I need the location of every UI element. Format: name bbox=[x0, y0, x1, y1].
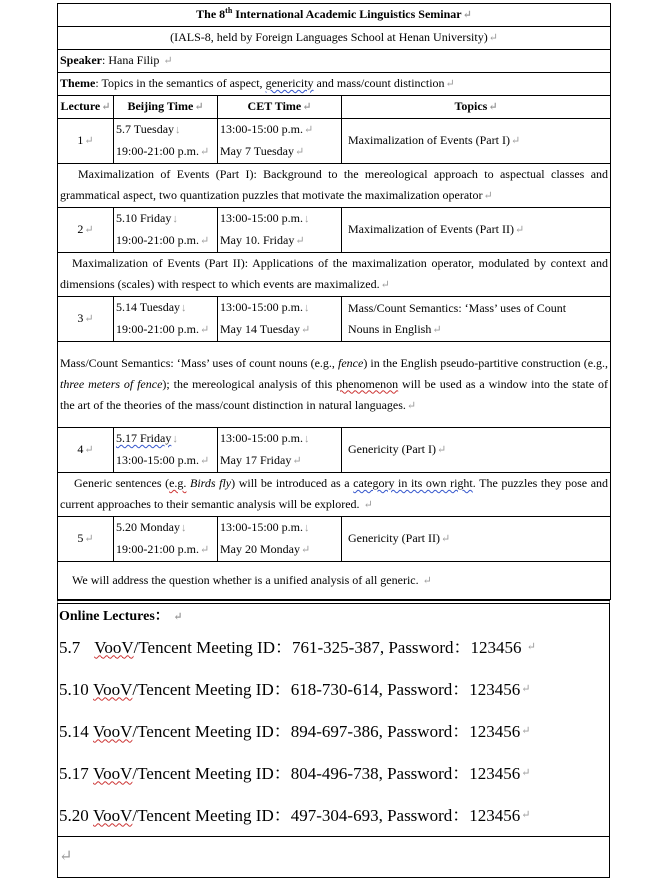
cet-time: 13:00-15:00 p.m.↵ May 7 Tuesday↵ bbox=[218, 119, 342, 164]
lecture-description-row bbox=[58, 342, 611, 428]
meeting-details: /Tencent Meeting ID：804-496-738, Password：123456 bbox=[132, 763, 521, 783]
lecture-description-row bbox=[58, 473, 611, 517]
lecture-number: 3↵ bbox=[58, 297, 114, 342]
seminar-subtitle: (IALS-8, held by Foreign Languages School at Henan University)↵ bbox=[58, 27, 611, 50]
seminar-title: The 8th International Academic Linguistics Seminar↵ bbox=[58, 4, 611, 27]
meeting-platform: VooV bbox=[93, 721, 133, 741]
cet-time: 13:00-15:00 p.m.↓ May 10. Friday↵ bbox=[218, 208, 342, 253]
col-header-topics: Topics↵ bbox=[342, 96, 611, 119]
col-header-beijing-time: Beijing Time↵ bbox=[114, 96, 218, 119]
lecture-row bbox=[58, 517, 611, 562]
theme-info: Theme: Topics in the semantics of aspect, genericity and mass/count distinction↵ bbox=[58, 73, 611, 96]
meeting-date: 5.20 bbox=[59, 805, 89, 825]
lecture-description: Generic sentences (e.g. Birds fly) will be introduced as a category in its own right. The puzzles they pose and current approaches to their semantic analysis will be explored. ↵ bbox=[58, 473, 611, 517]
cet-time: 13:00-15:00 p.m.↓ May 14 Tuesday↵ bbox=[218, 297, 342, 342]
lecture-topic: Mass/Count Semantics: ‘Mass’ uses of Count Nouns in English↵ bbox=[342, 297, 611, 342]
lecture-description-row bbox=[58, 253, 611, 297]
lecture-description: We will address the question whether is a unified analysis of all generic. ↵ bbox=[58, 562, 611, 600]
subtitle-row bbox=[58, 27, 611, 50]
meeting-date: 5.14 bbox=[59, 721, 89, 741]
online-lectures-section bbox=[57, 600, 610, 878]
lecture-row bbox=[58, 297, 611, 342]
speaker-row bbox=[58, 50, 611, 73]
lecture-row bbox=[58, 208, 611, 253]
meeting-date: 5.10 bbox=[59, 679, 89, 699]
meeting-date: 5.17 bbox=[59, 763, 89, 783]
beijing-time: 5.7 Tuesday↓ 19:00-21:00 p.m.↵ bbox=[114, 119, 218, 164]
meeting-platform: VooV bbox=[93, 805, 133, 825]
lecture-topic: Maximalization of Events (Part II)↵ bbox=[342, 208, 611, 253]
col-header-cet-time: CET Time↵ bbox=[218, 96, 342, 119]
meeting-line: 5.17 VooV /Tencent Meeting ID：804-496-738, Password：123456 ↵ bbox=[59, 763, 531, 783]
lecture-description: Maximalization of Events (Part II): Applications of the maximalization operator, modulated by context and dimensions (scales) with respect to which events are maximalized.↵ bbox=[58, 253, 611, 297]
meeting-platform: VooV bbox=[94, 637, 134, 657]
online-lectures-title: Online Lectures： ↵ bbox=[59, 609, 183, 624]
meeting-details: /Tencent Meeting ID：497-304-693, Password：123456 bbox=[132, 805, 521, 825]
meeting-line: 5.7 VooV /Tencent Meeting ID：761-325-387, Password：123456 ↵ bbox=[59, 637, 536, 657]
speaker-info: Speaker: Hana Filip ↵ bbox=[58, 50, 611, 73]
lecture-topic: Genericity (Part I)↵ bbox=[342, 428, 611, 473]
seminar-document bbox=[57, 3, 610, 878]
lecture-number: 5↵ bbox=[58, 517, 114, 562]
meeting-details: /Tencent Meeting ID：761-325-387, Password：123456 bbox=[133, 637, 522, 657]
meeting-date: 5.7 bbox=[59, 637, 81, 657]
title-row bbox=[58, 4, 611, 27]
lecture-number: 2↵ bbox=[58, 208, 114, 253]
lecture-description-row bbox=[58, 562, 611, 600]
meeting-line: 5.14 VooV /Tencent Meeting ID：894-697-386, Password：123456 ↵ bbox=[59, 721, 531, 741]
lecture-number: 4↵ bbox=[58, 428, 114, 473]
beijing-time: 5.20 Monday↓ 19:00-21:00 p.m.↵ bbox=[114, 517, 218, 562]
meeting-line: 5.20 VooV /Tencent Meeting ID：497-304-693, Password：123456 ↵ bbox=[59, 805, 531, 825]
cet-time: 13:00-15:00 p.m.↓ May 20 Monday↵ bbox=[218, 517, 342, 562]
lecture-description: Maximalization of Events (Part I): Background to the mereological approach to aspectual classes and grammatical aspect, two quantization puzzles that motivate the maximalization operator↵ bbox=[58, 164, 611, 208]
beijing-time: 5.10 Friday↓ 19:00-21:00 p.m.↵ bbox=[114, 208, 218, 253]
col-header-lecture: Lecture↵ bbox=[58, 96, 114, 119]
theme-row bbox=[58, 73, 611, 96]
lecture-row bbox=[58, 119, 611, 164]
lecture-description-row bbox=[58, 164, 611, 208]
lecture-topic: Maximalization of Events (Part I)↵ bbox=[342, 119, 611, 164]
empty-paragraph: ↵ bbox=[58, 836, 609, 877]
meeting-platform: VooV bbox=[93, 679, 133, 699]
meeting-platform: VooV bbox=[93, 763, 133, 783]
lecture-description: Mass/Count Semantics: ‘Mass’ uses of count nouns (e.g., fence) in the English pseudo-partitive construction (e.g., three meters of fence); the mereological analysis of this phenomenon will be used as a window into the state of the art of the theories of the mass/count distinction in natural languages.↵ bbox=[58, 342, 611, 428]
beijing-time: 5.14 Tuesday↓ 19:00-21:00 p.m.↵ bbox=[114, 297, 218, 342]
lecture-row bbox=[58, 428, 611, 473]
column-header-row bbox=[58, 96, 611, 119]
meeting-details: /Tencent Meeting ID：618-730-614, Password：123456 bbox=[132, 679, 521, 699]
meeting-details: /Tencent Meeting ID：894-697-386, Password：123456 bbox=[132, 721, 521, 741]
meeting-line: 5.10 VooV /Tencent Meeting ID：618-730-614, Password：123456 ↵ bbox=[59, 679, 531, 699]
seminar-schedule-table bbox=[57, 3, 611, 600]
lecture-number: 1↵ bbox=[58, 119, 114, 164]
beijing-time: 5.17 Friday↓ 13:00-15:00 p.m.↵ bbox=[114, 428, 218, 473]
cet-time: 13:00-15:00 p.m.↓ May 17 Friday↵ bbox=[218, 428, 342, 473]
lecture-topic: Genericity (Part II)↵ bbox=[342, 517, 611, 562]
